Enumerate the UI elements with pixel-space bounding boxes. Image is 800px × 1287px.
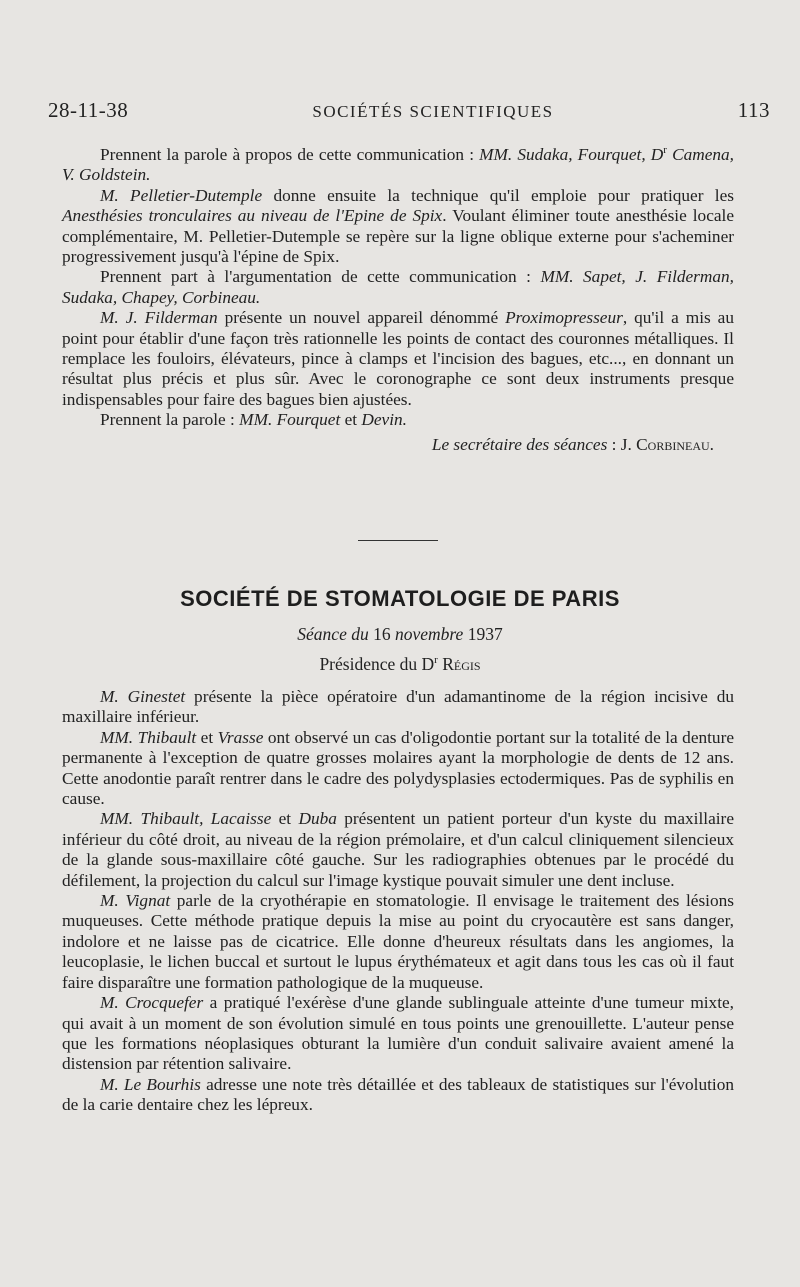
presidency-line: Présidence du $D^r$ Régis xyxy=(319,654,481,674)
paragraph: M. Pelletier-Dutemple donne ensuite la technique qu'il emploie pour pratiquer les Anesthésies tronculaires au niveau de l'Epine de Spix. Voulant éliminer toute anesthésie locale complémentaire, M. Pelletier-Dutemple se repère sur la ligne oblique externe pour s'acheminer progressivement jusqu'à l'épine de Spix. xyxy=(62,185,735,267)
page-number: 113 xyxy=(737,98,770,122)
paragraph: Prennent la parole : MM. Fourquet et Devin. xyxy=(100,410,407,430)
running-header xyxy=(48,98,770,123)
paragraph: M. Ginestet présente la pièce opératoire d'un adamantinome de la région incisive du maxillaire inférieur. xyxy=(62,687,734,727)
signature-line: Le secrétaire des séances : J. Corbineau. xyxy=(431,434,714,454)
header-title: SOCIÉTÉS SCIENTIFIQUES xyxy=(312,102,554,121)
section-divider xyxy=(358,540,438,541)
session-minutes xyxy=(62,687,734,1116)
minutes-continuation xyxy=(62,145,734,455)
paragraph: M. Le Bourhis adresse une note très détaillée et des tableaux de statistiques sur l'évolution de la carie dentaire chez les lépreux. xyxy=(62,1074,734,1115)
paragraph: M. J. Filderman présente un nouvel appareil dénommé Proximopresseur, qu'il a mis au point pour établir d'une façon très rationnelle les points de contact des couronnes métalliques. Il remplace les fouloirs, élévateurs, pince à clamps et l'incision des bagues, etc..., en donnant un résultat plus précis et plus sûr. Avec le coronographe ce sont deux instruments presque indispensables pour faire des bagues bien ajustées. xyxy=(62,308,734,409)
header-date: 28-11-38 xyxy=(48,98,129,122)
paragraph: MM. Thibault et Vrasse ont observé un cas d'oligodontie portant sur la totalité de la denture permanente à l'exception de quatre grosses molaires ayant la morphologie de dents de 12 ans. Cette anodontie paraît rentrer dans le cadre des polydysplasies ectodermiques. Pas de syphilis en cause. xyxy=(62,727,735,809)
paragraph: Prennent part à l'argumentation de cette communication : MM. Sapet, J. Filderman, Sudaka, Chapey, Corbineau. xyxy=(62,267,734,307)
paragraph: M. Vignat parle de la cryothérapie en stomatologie. Il envisage le traitement des lésions muqueuses. Cette méthode pratique depuis la mise au point du cryocautère est sans danger, indolore et ne laisse pas de cicatrice. Elle donne d'heureux résultats dans les angiomes, la leucoplasie, le lichen buccal et surtout le lupus érythémateux et agit dans tous les cas où il faut faire disparaître une formation pathologique de la muqueuse. xyxy=(62,891,734,992)
paragraph: Prennent la parole à propos de cette communication : MM. Sudaka, Fourquet, $D^r$ Camena, V. Goldstein. xyxy=(62,144,734,185)
session-date: Séance du 16 novembre 1937 xyxy=(297,624,503,644)
section-title: SOCIÉTÉ DE STOMATOLOGIE DE PARIS xyxy=(180,586,620,611)
paragraph: MM. Thibault, Lacaisse et Duba présentent un patient porteur d'un kyste du maxillaire inférieur du côté droit, au niveau de la région prémolaire, et d'un calcul cliniquement silencieux de la glande sous-maxillaire côté gauche. Sur les radiographies obtenues par le procédé du défilement, la projection du calcul sur l'image kystique pouvait simuler une dent incluse. xyxy=(62,809,734,890)
paragraph: M. Crocquefer a pratiqué l'exérèse d'une glande sublinguale atteinte d'une tumeur mixte, qui avait à un moment de son évolution simulé en tous points une grenouillette. L'auteur pense que les formations néoplasiques obturant la lumière d'un conduit salivaire avaient amené la distension par rétention salivaire. xyxy=(62,993,734,1074)
